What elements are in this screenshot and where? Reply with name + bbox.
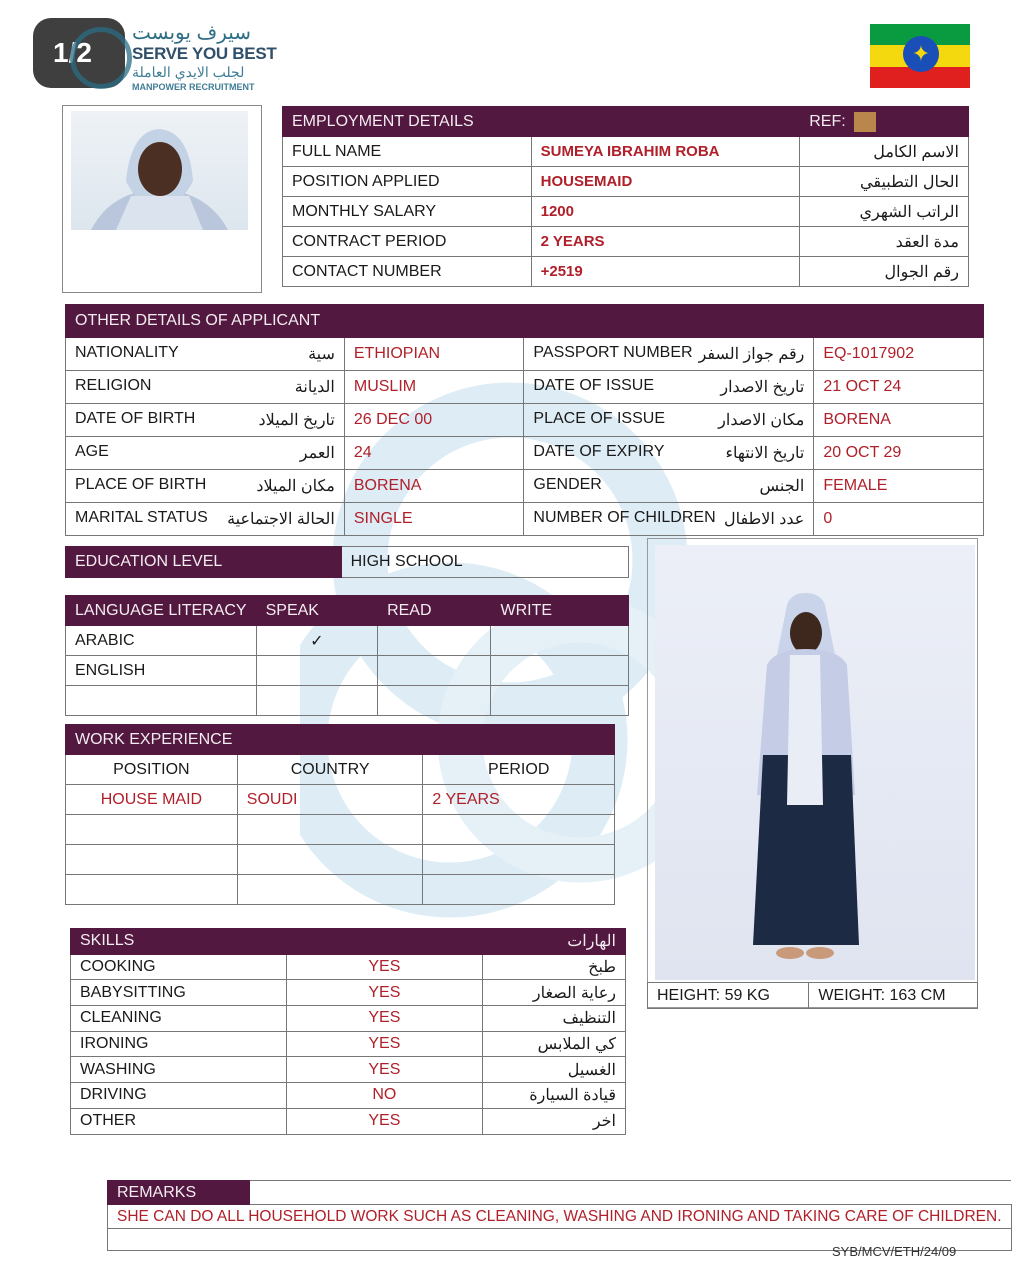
value-full-name: SUMEYA IBRAHIM ROBA bbox=[531, 137, 800, 167]
remarks-header-row bbox=[108, 1181, 1012, 1205]
language-header-read: READ bbox=[378, 596, 491, 626]
skill-value: YES bbox=[286, 1031, 482, 1057]
other-details-header: OTHER DETAILS OF APPLICANT bbox=[66, 305, 524, 338]
work-header: WORK EXPERIENCE bbox=[66, 725, 423, 755]
language-speak bbox=[256, 686, 377, 716]
arabic-place-of-birth: مكان الميلاد bbox=[256, 478, 335, 495]
other-row-1 bbox=[66, 338, 984, 371]
value-monthly-salary: 1200 bbox=[531, 197, 800, 227]
employment-row-contract bbox=[283, 227, 969, 257]
skill-row bbox=[71, 1108, 626, 1134]
language-header-speak: SPEAK bbox=[256, 596, 377, 626]
ref-redacted-mark bbox=[854, 112, 876, 132]
value-contact-number: +2519 bbox=[531, 257, 800, 287]
label-place-of-birth: PLACE OF BIRTH bbox=[75, 476, 207, 493]
arabic-religion: الديانة bbox=[294, 379, 335, 396]
label-contact-number: CONTACT NUMBER bbox=[283, 257, 532, 287]
skill-name: CLEANING bbox=[71, 1006, 287, 1032]
work-col-position: POSITION bbox=[66, 755, 238, 785]
skill-arabic: طبخ bbox=[483, 954, 626, 980]
skills-table bbox=[70, 928, 626, 1135]
other-row-4 bbox=[66, 437, 984, 470]
arabic-monthly-salary: الراتب الشهري bbox=[800, 197, 969, 227]
employment-row-contact bbox=[283, 257, 969, 287]
other-row-2 bbox=[66, 371, 984, 404]
check-icon: ✓ bbox=[256, 626, 377, 656]
label-marital-status: MARITAL STATUS bbox=[75, 509, 208, 526]
skill-value: YES bbox=[286, 954, 482, 980]
label-place-of-issue: PLACE OF ISSUE bbox=[533, 410, 665, 427]
skill-arabic: قيادة السيارة bbox=[483, 1083, 626, 1109]
work-period bbox=[423, 815, 615, 845]
education-value: HIGH SCHOOL bbox=[341, 547, 628, 578]
logo-arabic-name: سيرف يوبست bbox=[132, 22, 252, 44]
company-logo-icon bbox=[70, 27, 132, 89]
arabic-contact-number: رقم الجوال bbox=[800, 257, 969, 287]
work-columns-row bbox=[66, 755, 615, 785]
language-header-write: WRITE bbox=[491, 596, 629, 626]
value-position-applied: HOUSEMAID bbox=[531, 167, 800, 197]
work-col-country: COUNTRY bbox=[237, 755, 423, 785]
skill-name: BABYSITTING bbox=[71, 980, 287, 1006]
label-contract-period: CONTRACT PERIOD bbox=[283, 227, 532, 257]
skill-arabic: التنظيف bbox=[483, 1006, 626, 1032]
education-table bbox=[65, 546, 629, 578]
measurements-table bbox=[647, 982, 978, 1009]
remarks-text-row bbox=[108, 1205, 1012, 1229]
ref-label bbox=[800, 107, 969, 137]
skill-arabic: كي الملابس bbox=[483, 1031, 626, 1057]
other-row-3 bbox=[66, 404, 984, 437]
work-position bbox=[66, 875, 238, 905]
label-monthly-salary: MONTHLY SALARY bbox=[283, 197, 532, 227]
arabic-passport-number: رقم جواز السفر bbox=[698, 346, 805, 363]
skill-value: YES bbox=[286, 1057, 482, 1083]
skill-row bbox=[71, 1083, 626, 1109]
skills-header-row bbox=[71, 929, 626, 955]
portrait-photo bbox=[71, 111, 248, 230]
work-period bbox=[423, 845, 615, 875]
label-position-applied: POSITION APPLIED bbox=[283, 167, 532, 197]
other-details-table bbox=[65, 304, 984, 536]
skill-row bbox=[71, 1057, 626, 1083]
skill-name: IRONING bbox=[71, 1031, 287, 1057]
work-row bbox=[66, 875, 615, 905]
flag-emblem-icon: ✦ bbox=[903, 36, 939, 72]
language-read bbox=[378, 656, 491, 686]
arabic-nationality: سية bbox=[308, 346, 335, 363]
reference-code: SYB/MCV/ETH/24/09 bbox=[832, 1244, 957, 1259]
other-details-header-blank bbox=[524, 305, 984, 338]
remarks-header-blank bbox=[250, 1181, 1011, 1205]
language-row bbox=[66, 626, 629, 656]
value-date-of-expiry: 20 OCT 29 bbox=[814, 437, 984, 470]
label-gender: GENDER bbox=[533, 476, 602, 493]
skill-row bbox=[71, 1006, 626, 1032]
work-position bbox=[66, 815, 238, 845]
work-country bbox=[237, 875, 423, 905]
label-full-name: FULL NAME bbox=[283, 137, 532, 167]
work-row bbox=[66, 815, 615, 845]
language-row bbox=[66, 686, 629, 716]
arabic-contract-period: مدة العقد bbox=[800, 227, 969, 257]
label-number-of-children: NUMBER OF CHILDREN bbox=[533, 509, 716, 526]
language-speak bbox=[256, 656, 377, 686]
logo-subtitle: MANPOWER RECRUITMENT bbox=[132, 82, 255, 92]
value-gender: FEMALE bbox=[814, 470, 984, 503]
value-number-of-children: 0 bbox=[814, 503, 984, 536]
skill-arabic: اخر bbox=[483, 1108, 626, 1134]
language-write bbox=[491, 626, 629, 656]
language-header-literacy: LANGUAGE LITERACY bbox=[66, 596, 257, 626]
value-passport-number: EQ-1017902 bbox=[814, 338, 984, 371]
language-name: ENGLISH bbox=[66, 656, 257, 686]
remarks-label: REMARKS bbox=[108, 1181, 250, 1205]
skills-header: SKILLS bbox=[71, 929, 483, 955]
label-date-of-expiry: DATE OF EXPIRY bbox=[533, 443, 665, 460]
work-col-period: PERIOD bbox=[423, 755, 615, 785]
skill-row bbox=[71, 980, 626, 1006]
language-row bbox=[66, 656, 629, 686]
language-write bbox=[491, 656, 629, 686]
arabic-place-of-issue: مكان الاصدار bbox=[718, 412, 805, 429]
label-date-of-issue: DATE OF ISSUE bbox=[533, 377, 655, 394]
language-name bbox=[66, 686, 257, 716]
language-read bbox=[378, 626, 491, 656]
arabic-marital-status: الحالة الاجتماعية bbox=[227, 511, 335, 528]
skill-arabic: رعاية الصغار bbox=[483, 980, 626, 1006]
work-header-blank bbox=[423, 725, 615, 755]
value-date-of-issue: 21 OCT 24 bbox=[814, 371, 984, 404]
work-period bbox=[423, 875, 615, 905]
full-body-photo bbox=[655, 545, 975, 980]
employment-details-table bbox=[282, 106, 969, 287]
skill-value: YES bbox=[286, 1006, 482, 1032]
work-country: SOUDI bbox=[237, 785, 423, 815]
value-religion: MUSLIM bbox=[344, 371, 524, 404]
work-period: 2 YEARS bbox=[423, 785, 615, 815]
employment-row-full-name bbox=[283, 137, 969, 167]
language-write bbox=[491, 686, 629, 716]
work-header-row bbox=[66, 725, 615, 755]
remarks-table bbox=[107, 1180, 1012, 1251]
arabic-number-of-children: عدد الاطفال bbox=[723, 511, 805, 528]
skill-name: WASHING bbox=[71, 1057, 287, 1083]
employment-row-salary bbox=[283, 197, 969, 227]
skill-value: NO bbox=[286, 1083, 482, 1109]
height-value: HEIGHT: 59 KG bbox=[648, 983, 809, 1009]
education-row bbox=[66, 547, 629, 578]
value-place-of-issue: BORENA bbox=[814, 404, 984, 437]
employment-header-row bbox=[283, 107, 969, 137]
value-nationality: ETHIOPIAN bbox=[344, 338, 524, 371]
work-country bbox=[237, 815, 423, 845]
value-date-of-birth: 26 DEC 00 bbox=[344, 404, 524, 437]
skill-value: YES bbox=[286, 980, 482, 1006]
label-religion: RELIGION bbox=[75, 377, 152, 394]
arabic-gender: الجنس bbox=[759, 478, 805, 495]
logo-english-name: SERVE YOU BEST bbox=[132, 44, 277, 63]
employment-row-position bbox=[283, 167, 969, 197]
ref-label-text: REF: bbox=[809, 112, 846, 130]
skill-arabic: الغسيل bbox=[483, 1057, 626, 1083]
language-read bbox=[378, 686, 491, 716]
skill-name: DRIVING bbox=[71, 1083, 287, 1109]
skill-row bbox=[71, 1031, 626, 1057]
value-marital-status: SINGLE bbox=[344, 503, 524, 536]
work-position: HOUSE MAID bbox=[66, 785, 238, 815]
education-label: EDUCATION LEVEL bbox=[66, 547, 342, 578]
arabic-date-of-expiry: تاريخ الانتهاء bbox=[725, 445, 805, 462]
arabic-age: العمر bbox=[299, 445, 335, 462]
arabic-position-applied: الحال التطبيقي bbox=[800, 167, 969, 197]
skill-row bbox=[71, 954, 626, 980]
value-contract-period: 2 YEARS bbox=[531, 227, 800, 257]
language-name: ARABIC bbox=[66, 626, 257, 656]
skill-name: COOKING bbox=[71, 954, 287, 980]
measurements-row bbox=[648, 983, 978, 1009]
work-row bbox=[66, 845, 615, 875]
label-passport-number: PASSPORT NUMBER bbox=[533, 344, 693, 361]
value-age: 24 bbox=[344, 437, 524, 470]
work-position bbox=[66, 845, 238, 875]
language-header-row bbox=[66, 596, 629, 626]
work-experience-table bbox=[65, 724, 615, 905]
remarks-text: SHE CAN DO ALL HOUSEHOLD WORK SUCH AS CLEANING, WASHING AND IRONING AND TAKING CARE OF CHILDREN. bbox=[108, 1205, 1012, 1229]
label-age: AGE bbox=[75, 443, 109, 460]
language-table bbox=[65, 595, 629, 716]
employment-header: EMPLOYMENT DETAILS bbox=[283, 107, 800, 137]
weight-value: WEIGHT: 163 CM bbox=[809, 983, 978, 1009]
work-row bbox=[66, 785, 615, 815]
arabic-date-of-birth: تاريخ الميلاد bbox=[258, 412, 335, 429]
skill-value: YES bbox=[286, 1108, 482, 1134]
other-row-6 bbox=[66, 503, 984, 536]
work-country bbox=[237, 845, 423, 875]
label-date-of-birth: DATE OF BIRTH bbox=[75, 410, 196, 427]
other-row-5 bbox=[66, 470, 984, 503]
page-counter-text: 1/2 bbox=[53, 37, 92, 68]
value-place-of-birth: BORENA bbox=[344, 470, 524, 503]
other-details-header-row bbox=[66, 305, 984, 338]
label-nationality: NATIONALITY bbox=[75, 344, 179, 361]
arabic-date-of-issue: تاريخ الاصدار bbox=[720, 379, 805, 396]
skills-header-arabic: الهارات bbox=[483, 929, 626, 955]
logo-arabic-tagline: لجلب الايدي العاملة bbox=[132, 64, 245, 80]
arabic-full-name: الاسم الكامل bbox=[800, 137, 969, 167]
skill-name: OTHER bbox=[71, 1108, 287, 1134]
